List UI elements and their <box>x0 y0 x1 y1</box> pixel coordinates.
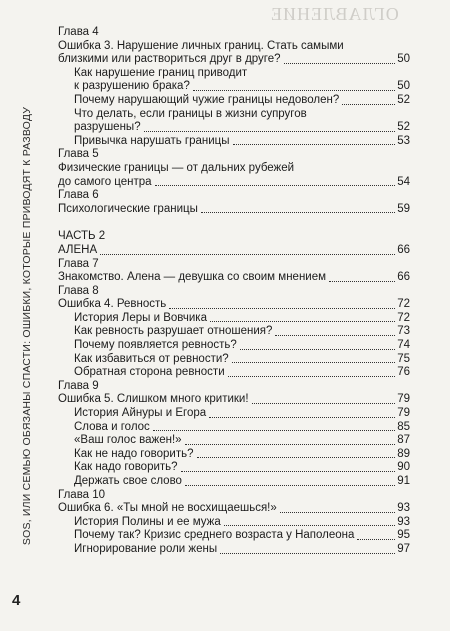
toc-entry-title: Знакомство. Алена — девушка со своим мнением <box>58 271 327 284</box>
toc-entry[interactable] <box>58 516 410 530</box>
toc-spacer <box>58 216 410 230</box>
toc-entry-title: близкими или раствориться друг в друге? <box>58 53 281 66</box>
toc-entry-title: Как надо говорить? <box>74 461 178 474</box>
toc-entry[interactable] <box>58 94 410 108</box>
toc-dot-leader <box>209 417 395 418</box>
toc-entry[interactable] <box>58 121 410 135</box>
toc-entry[interactable] <box>58 502 410 516</box>
toc-dot-leader <box>144 131 396 132</box>
toc-dot-leader <box>185 444 396 445</box>
toc-entry[interactable] <box>58 244 410 258</box>
toc-page-number: 72 <box>397 298 410 311</box>
page-number: 4 <box>12 592 21 609</box>
toc-entry-title: Как не надо говорить? <box>74 447 194 460</box>
toc-page-number: 59 <box>397 202 410 215</box>
toc-dot-leader <box>232 362 396 363</box>
toc-page-number: 85 <box>397 420 410 433</box>
toc-dot-leader <box>100 254 395 255</box>
toc-dot-leader <box>233 144 396 145</box>
toc-entry-title: до самого центра <box>58 175 152 188</box>
toc-dot-leader <box>252 403 396 404</box>
toc-entry-title: Как нарушение границ приводит <box>74 66 248 79</box>
toc-entry[interactable] <box>58 298 410 312</box>
toc-page-number: 53 <box>397 134 410 147</box>
toc-entry[interactable] <box>58 407 410 421</box>
toc-page-number: 73 <box>397 325 410 338</box>
toc-entry-title: Ошибка 4. Ревность <box>58 298 167 311</box>
toc-entry[interactable] <box>58 80 410 94</box>
toc-chapter-heading: Глава 4 <box>58 26 99 38</box>
toc-chapter-heading: Глава 10 <box>58 488 106 501</box>
toc-page-number: 97 <box>397 542 410 555</box>
toc-entry-title: История Айнуры и Егора <box>74 407 207 420</box>
toc-chapter-heading: Глава 5 <box>58 148 99 161</box>
toc-dot-leader <box>181 471 396 472</box>
toc-page-number: 93 <box>397 515 410 528</box>
running-head-book-title: SOS, ИЛИ СЕМЬЮ ОБЯЗАНЫ СПАСТИ: ОШИБКИ, КОТОРЫЕ ПРИВОДЯТ К РАЗВОДУ <box>21 106 33 546</box>
toc-entry-title: Как избавиться от ревности? <box>74 352 229 365</box>
toc-page-number: 66 <box>397 271 410 284</box>
toc-dot-leader <box>228 376 396 377</box>
toc-page-number: 90 <box>397 461 410 474</box>
toc-entry[interactable] <box>58 434 410 448</box>
toc-entry[interactable] <box>58 67 410 81</box>
toc-entry[interactable] <box>58 135 410 149</box>
toc-chapter-heading: Глава 7 <box>58 257 99 270</box>
toc-entry-title: Почему нарушающий чужие границы недоволен? <box>74 93 340 106</box>
toc-entry[interactable] <box>58 162 410 176</box>
toc-page-number: 76 <box>397 366 410 379</box>
toc-entry[interactable] <box>58 176 410 190</box>
toc-dot-leader <box>240 349 395 350</box>
toc-dot-leader <box>275 335 395 336</box>
toc-entry-title: АЛЕНА <box>58 243 98 256</box>
toc-chapter-heading: Глава 6 <box>58 189 99 202</box>
toc-page-number: 72 <box>397 311 410 324</box>
toc-dot-leader <box>185 485 395 486</box>
toc-entry-title: Как ревность разрушает отношения? <box>74 325 273 338</box>
toc-dot-leader <box>224 525 395 526</box>
toc-dot-leader <box>342 104 395 105</box>
toc-entry-title: «Ваш голос важен!» <box>74 434 182 447</box>
toc-entry-title: История Леры и Вовчика <box>74 311 207 324</box>
toc-dot-leader <box>280 512 395 513</box>
toc-part-heading: ЧАСТЬ 2 <box>58 230 106 243</box>
toc-entry-title: Физические границы — от дальних рубежей <box>58 161 295 174</box>
toc-dot-leader <box>329 281 395 282</box>
toc-dot-leader <box>357 539 395 540</box>
toc-entry-title: Что делать, если границы в жизни супругов <box>74 107 307 120</box>
toc-page-number: 91 <box>397 475 410 487</box>
toc-entry[interactable] <box>58 421 410 435</box>
toc-entry[interactable] <box>58 529 410 543</box>
toc-entry-title: Обратная сторона ревности <box>74 366 225 379</box>
toc-page-number: 75 <box>397 352 410 365</box>
toc-entry[interactable] <box>58 393 410 407</box>
toc-entry[interactable] <box>58 312 410 326</box>
toc-entry[interactable] <box>58 475 410 489</box>
toc-dot-leader <box>193 90 395 91</box>
toc-page-number: 52 <box>397 93 410 106</box>
toc-entry[interactable] <box>58 353 410 367</box>
toc-page-number: 50 <box>397 53 410 66</box>
toc-entry-title: Ошибка 5. Слишком много критики! <box>58 393 249 406</box>
toc-entry[interactable] <box>58 40 410 54</box>
toc-page-number: 50 <box>397 80 410 93</box>
toc-page-number: 79 <box>397 393 410 406</box>
toc-page-number: 89 <box>397 447 410 460</box>
toc-entry-title: Почему появляется ревность? <box>74 339 237 352</box>
toc-chapter-heading: Глава 8 <box>58 284 99 297</box>
toc-entry[interactable] <box>58 339 410 353</box>
toc-chapter-heading: Глава 9 <box>58 379 99 392</box>
toc-entry-title: Почему так? Кризис среднего возраста у Наполеона <box>74 529 355 542</box>
toc-page-number: 79 <box>397 407 410 420</box>
toc-page-number: 52 <box>397 121 410 134</box>
toc-dot-leader <box>155 185 396 186</box>
toc-entry[interactable] <box>58 448 410 462</box>
toc-entry-title: Держать свое слово <box>74 475 182 487</box>
toc-page-number: 87 <box>397 434 410 447</box>
toc-dot-leader <box>201 212 395 213</box>
toc-dot-leader <box>284 63 396 64</box>
toc-entry-title: Слова и голос <box>74 420 150 433</box>
toc-entry[interactable] <box>58 325 410 339</box>
toc-dot-leader <box>169 308 395 309</box>
toc-page-number: 66 <box>397 243 410 256</box>
toc-entry[interactable] <box>58 366 410 380</box>
toc-page-number: 54 <box>397 175 410 188</box>
toc-dot-leader <box>153 430 395 431</box>
toc-entry-title: Игнорирование роли жены <box>74 542 218 555</box>
bleed-through-title: ОГЛАВЛЕНИЕ <box>270 4 399 24</box>
toc-page-number: 93 <box>397 502 410 515</box>
toc-entry-title: Психологические границы <box>58 202 198 215</box>
toc-entry-title: разрушены? <box>74 121 141 134</box>
table-of-contents <box>58 26 410 557</box>
toc-entry-title: Ошибка 3. Нарушение личных границ. Стать самыми <box>58 39 344 52</box>
toc-entry-title: История Полины и ее мужа <box>74 515 221 528</box>
toc-entry[interactable] <box>58 461 410 475</box>
toc-entry[interactable] <box>58 543 410 557</box>
toc-entry-title: Привычка нарушать границы <box>74 134 230 147</box>
toc-page-number: 95 <box>397 529 410 542</box>
toc-dot-leader <box>210 321 395 322</box>
toc-dot-leader <box>220 553 395 554</box>
toc-entry[interactable] <box>58 271 410 285</box>
toc-entry-title: Ошибка 6. «Ты мной не восхищаешься!» <box>58 502 277 515</box>
toc-entry[interactable] <box>58 108 410 122</box>
toc-dot-leader <box>197 457 396 458</box>
toc-entry-title: к разрушению брака? <box>74 80 190 93</box>
toc-page-number: 74 <box>397 339 410 352</box>
toc-entry[interactable] <box>58 203 410 217</box>
toc-entry[interactable] <box>58 53 410 67</box>
